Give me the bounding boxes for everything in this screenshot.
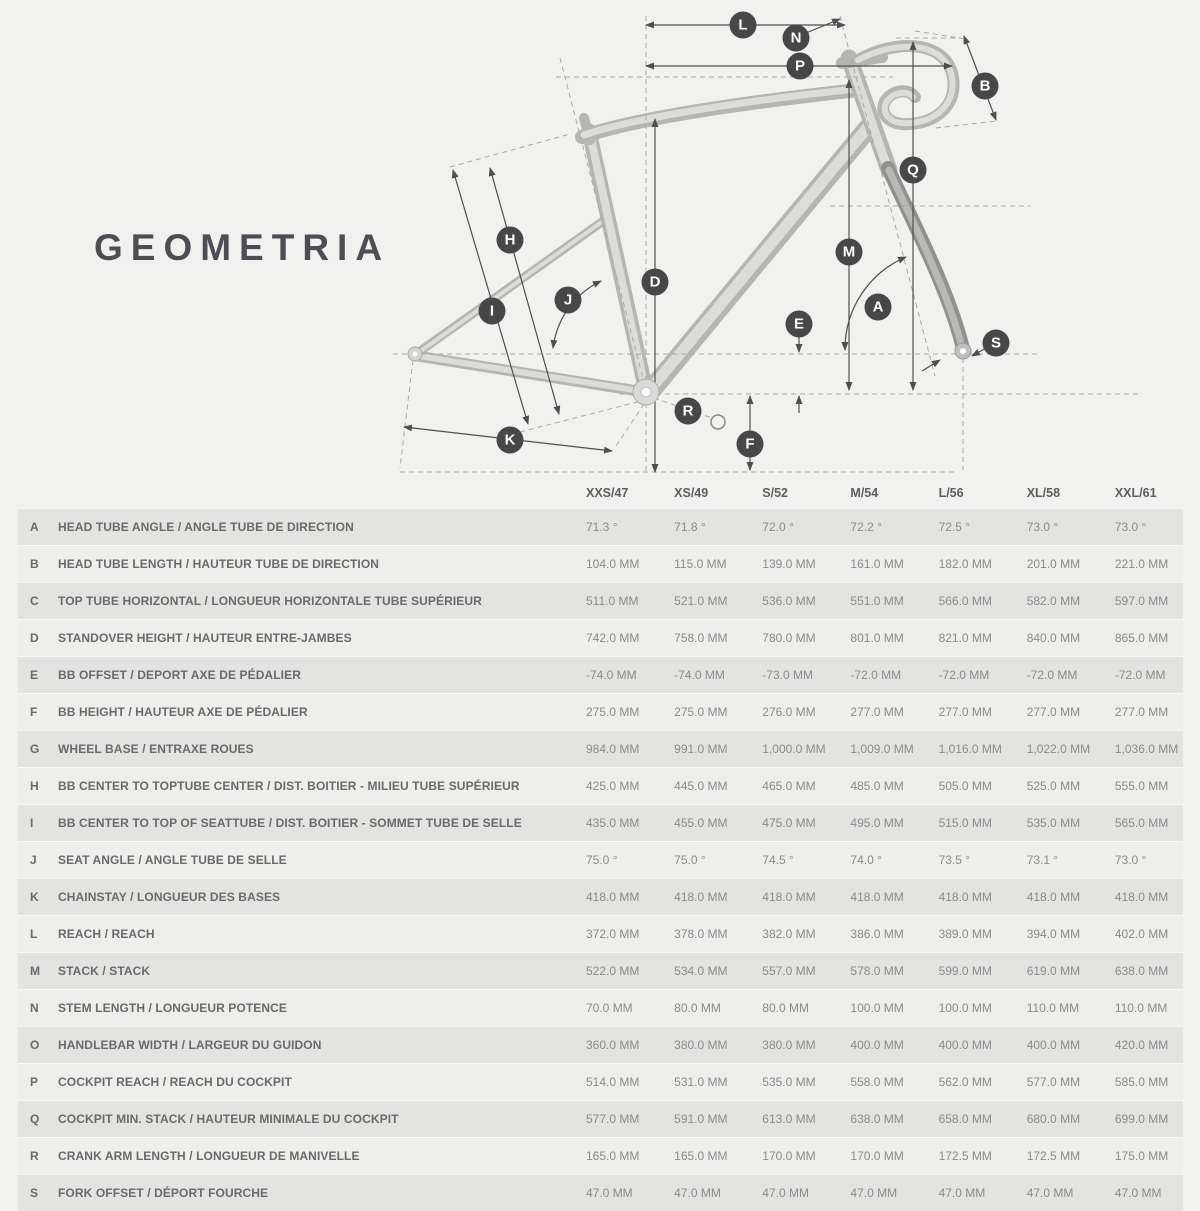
row-value: 566.0 MM xyxy=(938,594,992,608)
row-value: 445.0 MM xyxy=(674,779,728,793)
size-column-header: L/56 xyxy=(938,486,964,500)
row-letter: R xyxy=(30,1149,39,1163)
row-letter: O xyxy=(30,1038,40,1052)
row-letter: L xyxy=(30,927,38,941)
table-row xyxy=(18,693,1183,730)
row-value: 535.0 MM xyxy=(762,1075,816,1089)
size-header-row xyxy=(18,478,1183,508)
row-value: 780.0 MM xyxy=(762,631,816,645)
geometry-diagram xyxy=(0,0,1200,478)
table-row xyxy=(18,508,1183,545)
row-letter: A xyxy=(30,520,39,534)
row-label: FORK OFFSET / DÉPORT FOURCHE xyxy=(58,1186,269,1200)
row-value: 172.5 MM xyxy=(1026,1149,1081,1163)
row-value: 465.0 MM xyxy=(762,779,816,793)
row-value: 100.0 MM xyxy=(850,1001,904,1015)
row-label: HEAD TUBE LENGTH / HAUTEUR TUBE DE DIRECTION xyxy=(58,557,380,571)
row-value: 382.0 MM xyxy=(762,927,816,941)
row-value: 165.0 MM xyxy=(674,1149,728,1163)
table-row xyxy=(18,767,1183,804)
row-value: 418.0 MM xyxy=(938,890,992,904)
row-value: 821.0 MM xyxy=(938,631,992,645)
row-value: 400.0 MM xyxy=(850,1038,904,1052)
row-letter: B xyxy=(30,557,39,571)
row-value: 475.0 MM xyxy=(762,816,816,830)
row-value: 840.0 MM xyxy=(1026,631,1081,645)
row-value: 597.0 MM xyxy=(1114,594,1169,608)
row-value: 551.0 MM xyxy=(850,594,904,608)
row-value: 221.0 MM xyxy=(1114,557,1169,571)
row-value: 1,016.0 MM xyxy=(938,742,1002,756)
dimension-badge-K: K xyxy=(497,427,524,454)
row-value: 139.0 MM xyxy=(762,557,816,571)
table-row xyxy=(18,952,1183,989)
row-label: CRANK ARM LENGTH / LONGUEUR DE MANIVELLE xyxy=(58,1149,360,1163)
row-value: 175.0 MM xyxy=(1114,1149,1169,1163)
table-row xyxy=(18,1137,1183,1174)
row-value: 418.0 MM xyxy=(850,890,904,904)
row-value: 562.0 MM xyxy=(938,1075,992,1089)
row-value: 418.0 MM xyxy=(762,890,816,904)
row-value: 514.0 MM xyxy=(586,1075,640,1089)
row-value: 742.0 MM xyxy=(586,631,640,645)
row-value: 170.0 MM xyxy=(850,1149,904,1163)
row-value: 1,036.0 MM xyxy=(1114,742,1179,756)
row-value: 577.0 MM xyxy=(1026,1075,1081,1089)
row-label: TOP TUBE HORIZONTAL / LONGUEUR HORIZONTALE TUBE SUPÉRIEUR xyxy=(58,594,482,608)
row-value: 1,000.0 MM xyxy=(762,742,826,756)
row-letter: P xyxy=(30,1075,39,1089)
row-value: 536.0 MM xyxy=(762,594,816,608)
row-value: 110.0 MM xyxy=(1026,1001,1080,1015)
row-label: CHAINSTAY / LONGUEUR DES BASES xyxy=(58,890,281,904)
row-value: 557.0 MM xyxy=(762,964,816,978)
row-value: 418.0 MM xyxy=(586,890,640,904)
row-value: 360.0 MM xyxy=(586,1038,640,1052)
dimension-badge-L: L xyxy=(730,12,757,39)
row-value: -73.0 MM xyxy=(762,668,813,682)
row-value: 380.0 MM xyxy=(762,1038,816,1052)
row-value: 599.0 MM xyxy=(938,964,992,978)
row-value: 378.0 MM xyxy=(674,927,728,941)
table-row xyxy=(18,841,1183,878)
row-value: 100.0 MM xyxy=(938,1001,992,1015)
table-row xyxy=(18,1174,1183,1211)
row-value: 47.0 MM xyxy=(1114,1186,1162,1200)
row-value: 582.0 MM xyxy=(1026,594,1081,608)
row-value: 275.0 MM xyxy=(674,705,728,719)
row-label: BB HEIGHT / HAUTEUR AXE DE PÉDALIER xyxy=(58,705,308,719)
row-value: 535.0 MM xyxy=(1026,816,1081,830)
row-value: 565.0 MM xyxy=(1114,816,1169,830)
dimension-badge-P: P xyxy=(787,53,814,80)
row-value: 619.0 MM xyxy=(1026,964,1081,978)
row-value: 277.0 MM xyxy=(850,705,904,719)
table-row xyxy=(18,730,1183,767)
row-value: 73.0 ° xyxy=(1026,520,1059,534)
row-label: BB CENTER TO TOPTUBE CENTER / DIST. BOITIER - MILIEU TUBE SUPÉRIEUR xyxy=(58,779,520,793)
row-value: 75.0 ° xyxy=(674,853,706,867)
dimension-badge-B: B xyxy=(972,73,999,100)
row-value: 275.0 MM xyxy=(586,705,640,719)
row-value: 75.0 ° xyxy=(586,853,618,867)
row-value: -72.0 MM xyxy=(1026,668,1078,682)
dimension-badge-M: M xyxy=(836,239,863,266)
row-value: 578.0 MM xyxy=(850,964,904,978)
row-letter: M xyxy=(30,964,40,978)
row-value: 991.0 MM xyxy=(674,742,728,756)
row-value: 73.0 ° xyxy=(1114,853,1147,867)
table-row xyxy=(18,878,1183,915)
row-value: 165.0 MM xyxy=(586,1149,640,1163)
row-value: 638.0 MM xyxy=(850,1112,904,1126)
size-column-header: XXL/61 xyxy=(1114,486,1157,500)
row-value: 47.0 MM xyxy=(674,1186,721,1200)
row-value: 80.0 MM xyxy=(762,1001,809,1015)
row-value: 386.0 MM xyxy=(850,927,904,941)
row-value: 277.0 MM xyxy=(1026,705,1081,719)
row-letter: K xyxy=(30,890,39,904)
row-value: 73.5 ° xyxy=(938,853,971,867)
row-value: 521.0 MM xyxy=(674,594,728,608)
row-letter: H xyxy=(30,779,39,793)
dimension-badge-D: D xyxy=(642,269,669,296)
row-value: 658.0 MM xyxy=(938,1112,992,1126)
frame-tubes xyxy=(416,46,963,392)
row-value: 400.0 MM xyxy=(938,1038,992,1052)
row-value: -72.0 MM xyxy=(850,668,902,682)
row-value: 73.1 ° xyxy=(1026,853,1059,867)
dimension-badge-Q: Q xyxy=(900,157,927,184)
row-label: BB CENTER TO TOP OF SEATTUBE / DIST. BOITIER - SOMMET TUBE DE SELLE xyxy=(58,816,522,830)
row-value: 420.0 MM xyxy=(1114,1038,1169,1052)
row-value: 680.0 MM xyxy=(1026,1112,1081,1126)
table-row xyxy=(18,545,1183,582)
size-column-header: M/54 xyxy=(850,486,879,500)
row-label: STACK / STACK xyxy=(58,964,151,978)
size-column-header: XL/58 xyxy=(1026,486,1061,500)
row-letter: G xyxy=(30,742,40,756)
row-letter: Q xyxy=(30,1112,40,1126)
row-value: 638.0 MM xyxy=(1114,964,1169,978)
row-value: 70.0 MM xyxy=(586,1001,633,1015)
row-value: 801.0 MM xyxy=(850,631,904,645)
row-value: 555.0 MM xyxy=(1114,779,1169,793)
row-value: -72.0 MM xyxy=(1114,668,1166,682)
row-value: 525.0 MM xyxy=(1026,779,1081,793)
size-column-header: XS/49 xyxy=(674,486,709,500)
dimension-badge-N: N xyxy=(783,25,810,52)
row-value: 758.0 MM xyxy=(674,631,728,645)
row-label: HANDLEBAR WIDTH / LARGEUR DU GUIDON xyxy=(58,1038,322,1052)
row-value: 418.0 MM xyxy=(1114,890,1169,904)
row-letter: D xyxy=(30,631,39,645)
row-value: 71.8 ° xyxy=(674,520,706,534)
table-row xyxy=(18,582,1183,619)
row-value: 495.0 MM xyxy=(850,816,904,830)
row-value: 400.0 MM xyxy=(1026,1038,1081,1052)
dimension-badge-E: E xyxy=(786,311,813,338)
row-value: 161.0 MM xyxy=(850,557,904,571)
row-value: 277.0 MM xyxy=(1114,705,1169,719)
row-label: SEAT ANGLE / ANGLE TUBE DE SELLE xyxy=(58,853,287,867)
row-value: -74.0 MM xyxy=(674,668,725,682)
row-value: 74.5 ° xyxy=(762,853,794,867)
row-letter: C xyxy=(30,594,39,608)
row-letter: J xyxy=(30,853,37,867)
dimension-badge-F: F xyxy=(737,431,764,458)
table-row xyxy=(18,656,1183,693)
row-label: COCKPIT MIN. STACK / HAUTEUR MINIMALE DU COCKPIT xyxy=(58,1112,399,1126)
row-value: 522.0 MM xyxy=(586,964,640,978)
table-row xyxy=(18,1100,1183,1137)
dimension-badge-H: H xyxy=(497,227,524,254)
table-row xyxy=(18,915,1183,952)
row-value: 585.0 MM xyxy=(1114,1075,1169,1089)
row-value: 531.0 MM xyxy=(674,1075,728,1089)
row-label: HEAD TUBE ANGLE / ANGLE TUBE DE DIRECTION xyxy=(58,520,354,534)
row-value: 80.0 MM xyxy=(674,1001,721,1015)
row-value: 74.0 ° xyxy=(850,853,882,867)
dimension-badge-I: I xyxy=(479,298,506,325)
table-row xyxy=(18,619,1183,656)
row-value: 1,009.0 MM xyxy=(850,742,914,756)
row-value: 115.0 MM xyxy=(674,557,727,571)
table-row xyxy=(18,1063,1183,1100)
row-value: 418.0 MM xyxy=(674,890,728,904)
row-value: 71.3 ° xyxy=(586,520,618,534)
row-value: 72.5 ° xyxy=(938,520,971,534)
geometry-table-body xyxy=(18,508,1183,1211)
row-value: 47.0 MM xyxy=(1026,1186,1074,1200)
row-value: 394.0 MM xyxy=(1026,927,1081,941)
row-letter: F xyxy=(30,705,38,719)
row-label: BB OFFSET / DEPORT AXE DE PÉDALIER xyxy=(58,668,301,682)
size-column-header: S/52 xyxy=(762,486,788,500)
row-value: 72.0 ° xyxy=(762,520,794,534)
row-value: 402.0 MM xyxy=(1114,927,1169,941)
row-value: 435.0 MM xyxy=(586,816,640,830)
row-value: 110.0 MM xyxy=(1114,1001,1168,1015)
row-value: 511.0 MM xyxy=(586,594,639,608)
row-letter: S xyxy=(30,1186,39,1200)
row-label: COCKPIT REACH / REACH DU COCKPIT xyxy=(58,1075,292,1089)
row-value: 389.0 MM xyxy=(938,927,992,941)
row-value: 104.0 MM xyxy=(586,557,640,571)
row-value: 534.0 MM xyxy=(674,964,728,978)
row-letter: N xyxy=(30,1001,39,1015)
row-letter: E xyxy=(30,668,39,682)
row-value: 170.0 MM xyxy=(762,1149,816,1163)
row-value: 201.0 MM xyxy=(1026,557,1081,571)
row-value: 47.0 MM xyxy=(762,1186,809,1200)
row-value: 425.0 MM xyxy=(586,779,640,793)
row-value: 699.0 MM xyxy=(1114,1112,1169,1126)
row-value: 865.0 MM xyxy=(1114,631,1169,645)
row-value: 276.0 MM xyxy=(762,705,816,719)
row-value: 515.0 MM xyxy=(938,816,992,830)
row-label: WHEEL BASE / ENTRAXE ROUES xyxy=(58,742,254,756)
row-value: 591.0 MM xyxy=(674,1112,728,1126)
row-value: 1,022.0 MM xyxy=(1026,742,1091,756)
dimension-badge-S: S xyxy=(983,330,1010,357)
row-value: -72.0 MM xyxy=(938,668,990,682)
pedal-spindle xyxy=(711,415,725,429)
row-value: 47.0 MM xyxy=(850,1186,898,1200)
dimension-badge-A: A xyxy=(865,294,892,321)
dimension-badge-R: R xyxy=(675,398,702,425)
page-title: GEOMETRIA xyxy=(94,227,391,268)
row-value: 47.0 MM xyxy=(586,1186,633,1200)
geometry-table xyxy=(18,478,1183,1211)
table-row xyxy=(18,989,1183,1026)
row-label: REACH / REACH xyxy=(58,927,155,941)
row-value: 577.0 MM xyxy=(586,1112,640,1126)
row-value: 277.0 MM xyxy=(938,705,992,719)
row-value: 380.0 MM xyxy=(674,1038,728,1052)
table-row xyxy=(18,804,1183,841)
row-letter: I xyxy=(30,816,34,830)
dimension-badge-J: J xyxy=(555,287,582,314)
row-value: 505.0 MM xyxy=(938,779,992,793)
row-value: 182.0 MM xyxy=(938,557,992,571)
row-label: STANDOVER HEIGHT / HAUTEUR ENTRE-JAMBES xyxy=(58,631,352,645)
row-value: 485.0 MM xyxy=(850,779,904,793)
size-column-header: XXS/47 xyxy=(586,486,629,500)
row-value: 72.2 ° xyxy=(850,520,882,534)
row-value: 613.0 MM xyxy=(762,1112,816,1126)
row-label: STEM LENGTH / LONGUEUR POTENCE xyxy=(58,1001,288,1015)
row-value: 984.0 MM xyxy=(586,742,640,756)
row-value: 455.0 MM xyxy=(674,816,728,830)
table-row xyxy=(18,1026,1183,1063)
row-value: 172.5 MM xyxy=(938,1149,992,1163)
row-value: 47.0 MM xyxy=(938,1186,986,1200)
row-value: 558.0 MM xyxy=(850,1075,904,1089)
row-value: 418.0 MM xyxy=(1026,890,1081,904)
row-value: 73.0 ° xyxy=(1114,520,1147,534)
row-value: -74.0 MM xyxy=(586,668,637,682)
row-value: 372.0 MM xyxy=(586,927,640,941)
